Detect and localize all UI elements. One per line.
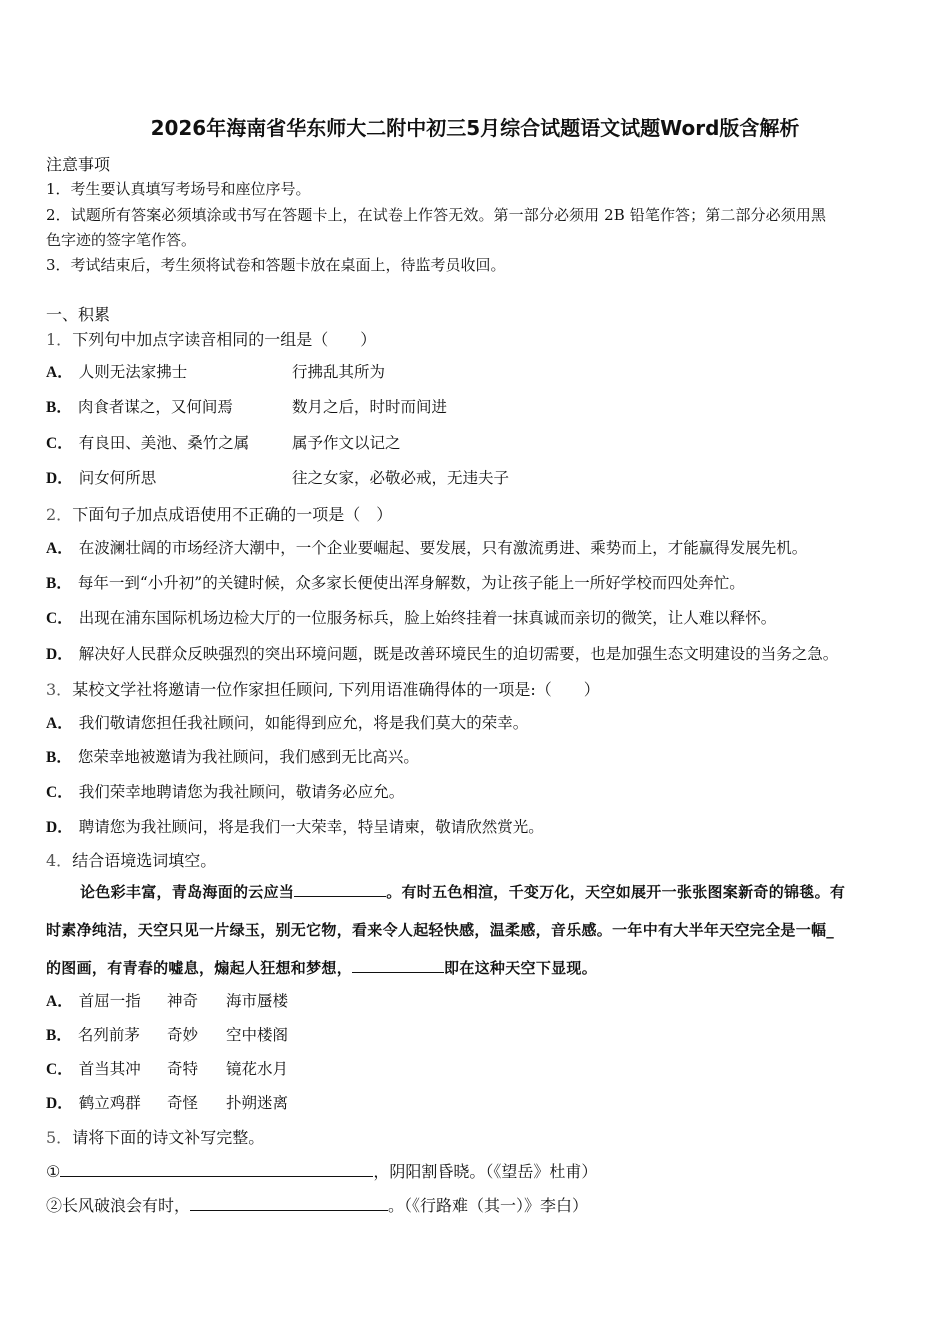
fill-text: 。（《行路难（其一）》李白） bbox=[388, 1196, 589, 1215]
option-word: 神奇 bbox=[167, 992, 199, 1010]
passage-line bbox=[80, 881, 845, 902]
option-text: 解决好人民群众反映强烈的突出环境问题，既是改善环境民生的迫切需要，也是加强生态文明建设的当务之急。 bbox=[78, 645, 839, 663]
option-right: 属予作文以记之 bbox=[292, 434, 401, 452]
option-a bbox=[46, 989, 446, 1011]
answer-blank bbox=[294, 883, 386, 897]
question-text: 某校文学社将邀请一位作家担任顾问, 下列用语准确得体的一项是:（ ） bbox=[72, 680, 600, 699]
page-title: 2026年海南省华东师大二附中初三5月综合试题语文试题Word版含解析 bbox=[150, 116, 800, 140]
option-letter: C． bbox=[46, 610, 73, 627]
fill-line bbox=[46, 1193, 588, 1216]
option-right: 行拂乱其所为 bbox=[292, 363, 386, 381]
option-text: 我们敬请您担任我社顾问，如能得到应允，将是我们莫大的荣幸。 bbox=[78, 714, 529, 732]
option-letter: A． bbox=[46, 993, 73, 1010]
answer-blank bbox=[60, 1163, 373, 1177]
option-text: 在波澜壮阔的市场经济大潮中，一个企业要崛起、要发展，只有激流勇进、乘势而上，才能赢得发展先机。 bbox=[78, 539, 808, 557]
option-c bbox=[46, 431, 906, 453]
question-5-stem bbox=[46, 1125, 264, 1148]
option-word: 鹤立鸡群 bbox=[78, 1094, 141, 1112]
option-a bbox=[46, 360, 906, 382]
question-number: 5． bbox=[46, 1128, 73, 1147]
option-left: 有良田、美池、桑竹之属 bbox=[78, 434, 250, 452]
question-text: 下面句子加点成语使用不正确的一项是（ ） bbox=[72, 505, 393, 524]
option-word: 奇特 bbox=[167, 1060, 199, 1078]
option-letter: B． bbox=[46, 749, 72, 766]
option-letter: A． bbox=[46, 540, 73, 557]
notice-heading: 注意事项 bbox=[46, 155, 111, 174]
notice-item: 1．考生要认真填写考场号和座位序号。 bbox=[46, 180, 311, 198]
question-text: 请将下面的诗文补写完整。 bbox=[72, 1128, 265, 1147]
option-c bbox=[46, 780, 404, 802]
passage-line bbox=[46, 957, 597, 978]
option-d bbox=[46, 642, 838, 664]
notice-item: 2．试题所有答案必须填涂或书写在答题卡上，在试卷上作答无效。第一部分必须用 2B 铅笔作答；第二部分必须用黑 bbox=[46, 206, 827, 224]
option-a bbox=[46, 711, 528, 733]
fill-text: ，阴阳割昏晓。（《望岳》杜甫） bbox=[373, 1162, 598, 1181]
option-right: 数月之后，时时而间进 bbox=[292, 398, 448, 416]
question-number: 1． bbox=[46, 330, 73, 349]
question-3-stem bbox=[46, 677, 600, 700]
option-word: 首屈一指 bbox=[78, 992, 141, 1010]
option-letter: D． bbox=[46, 470, 73, 487]
notice-item: 色字迹的签字笔作答。 bbox=[46, 231, 197, 249]
option-letter: B． bbox=[46, 1027, 72, 1044]
option-letter: C． bbox=[46, 1061, 73, 1078]
question-text: 结合语境选词填空。 bbox=[72, 851, 217, 870]
option-left: 问女何所思 bbox=[78, 469, 157, 487]
option-letter: D． bbox=[46, 1095, 73, 1112]
option-c bbox=[46, 606, 776, 628]
question-number: 3． bbox=[46, 680, 73, 699]
option-b bbox=[46, 395, 906, 417]
question-1-stem bbox=[46, 327, 376, 350]
option-letter: A． bbox=[46, 715, 73, 732]
question-4-stem bbox=[46, 848, 216, 871]
option-b bbox=[46, 571, 745, 593]
option-b bbox=[46, 745, 419, 767]
option-c bbox=[46, 1057, 446, 1079]
passage-text: 。有时五色相渲，千变万化，天空如展开一张张图案新奇的锦毯。有 bbox=[386, 883, 846, 901]
answer-blank bbox=[190, 1197, 388, 1211]
option-letter: D． bbox=[46, 646, 73, 663]
option-text: 我们荣幸地聘请您为我社顾问，敬请务必应允。 bbox=[78, 783, 405, 801]
option-right: 往之女家，必敬必戒，无违夫子 bbox=[292, 469, 510, 487]
option-left: 人则无法家拂士 bbox=[78, 363, 188, 381]
option-left: 肉食者谋之，又何间焉 bbox=[77, 398, 233, 416]
option-d bbox=[46, 466, 906, 488]
option-letter: B． bbox=[46, 575, 72, 592]
option-text: 每年一到“小升初”的关键时候，众多家长便使出浑身解数，为让孩子能上一所好学校而四处奔忙。 bbox=[77, 574, 745, 592]
question-number: 4． bbox=[46, 851, 73, 870]
option-letter: D． bbox=[46, 819, 73, 836]
option-letter: C． bbox=[46, 435, 73, 452]
option-word: 奇怪 bbox=[167, 1094, 199, 1112]
option-letter: A． bbox=[46, 364, 73, 381]
option-text: 聘请您为我社顾问，将是我们一大荣幸，特呈请柬，敬请欣然赏光。 bbox=[78, 818, 544, 836]
section-heading: 一、积累 bbox=[46, 305, 111, 324]
option-word: 海市蜃楼 bbox=[226, 992, 289, 1010]
option-word: 名列前茅 bbox=[77, 1026, 140, 1044]
passage-text: 即在这种天空下显现。 bbox=[444, 959, 598, 977]
option-word: 首当其冲 bbox=[78, 1060, 141, 1078]
answer-blank bbox=[352, 959, 444, 973]
passage-text: 的图画，有青春的嘘息，煽起人狂想和梦想， bbox=[46, 959, 353, 977]
option-letter: B． bbox=[46, 399, 72, 416]
notice-item: 3．考试结束后，考生须将试卷和答题卡放在桌面上，待监考员收回。 bbox=[46, 256, 506, 274]
item-mark: ① bbox=[46, 1162, 61, 1181]
option-d bbox=[46, 1091, 446, 1113]
fill-text: 长风破浪会有时， bbox=[62, 1196, 191, 1215]
option-d bbox=[46, 815, 544, 837]
option-word: 奇妙 bbox=[167, 1026, 199, 1044]
option-text: 出现在浦东国际机场边检大厅的一位服务标兵，脸上始终挂着一抹真诚而亲切的微笑，让人难以释怀。 bbox=[78, 609, 777, 627]
option-a bbox=[46, 536, 807, 558]
option-word: 镜花水月 bbox=[226, 1060, 289, 1078]
option-word: 扑朔迷离 bbox=[226, 1094, 289, 1112]
option-letter: C． bbox=[46, 784, 73, 801]
option-word: 空中楼阁 bbox=[226, 1026, 289, 1044]
question-text: 下列句中加点字读音相同的一组是（ ） bbox=[72, 330, 377, 349]
option-text: 您荣幸地被邀请为我社顾问，我们感到无比高兴。 bbox=[77, 748, 419, 766]
passage-line: 时素净纯洁，天空只见一片绿玉，别无它物，看来令人起轻快感，温柔感，音乐感。一年中有大半年天空完全是一幅_ bbox=[46, 921, 835, 939]
passage-text: 论色彩丰富，青岛海面的云应当 bbox=[80, 883, 295, 901]
item-mark: ② bbox=[46, 1196, 63, 1215]
fill-line bbox=[46, 1159, 597, 1182]
option-b bbox=[46, 1023, 446, 1045]
question-number: 2． bbox=[46, 505, 73, 524]
question-2-stem bbox=[46, 502, 392, 525]
